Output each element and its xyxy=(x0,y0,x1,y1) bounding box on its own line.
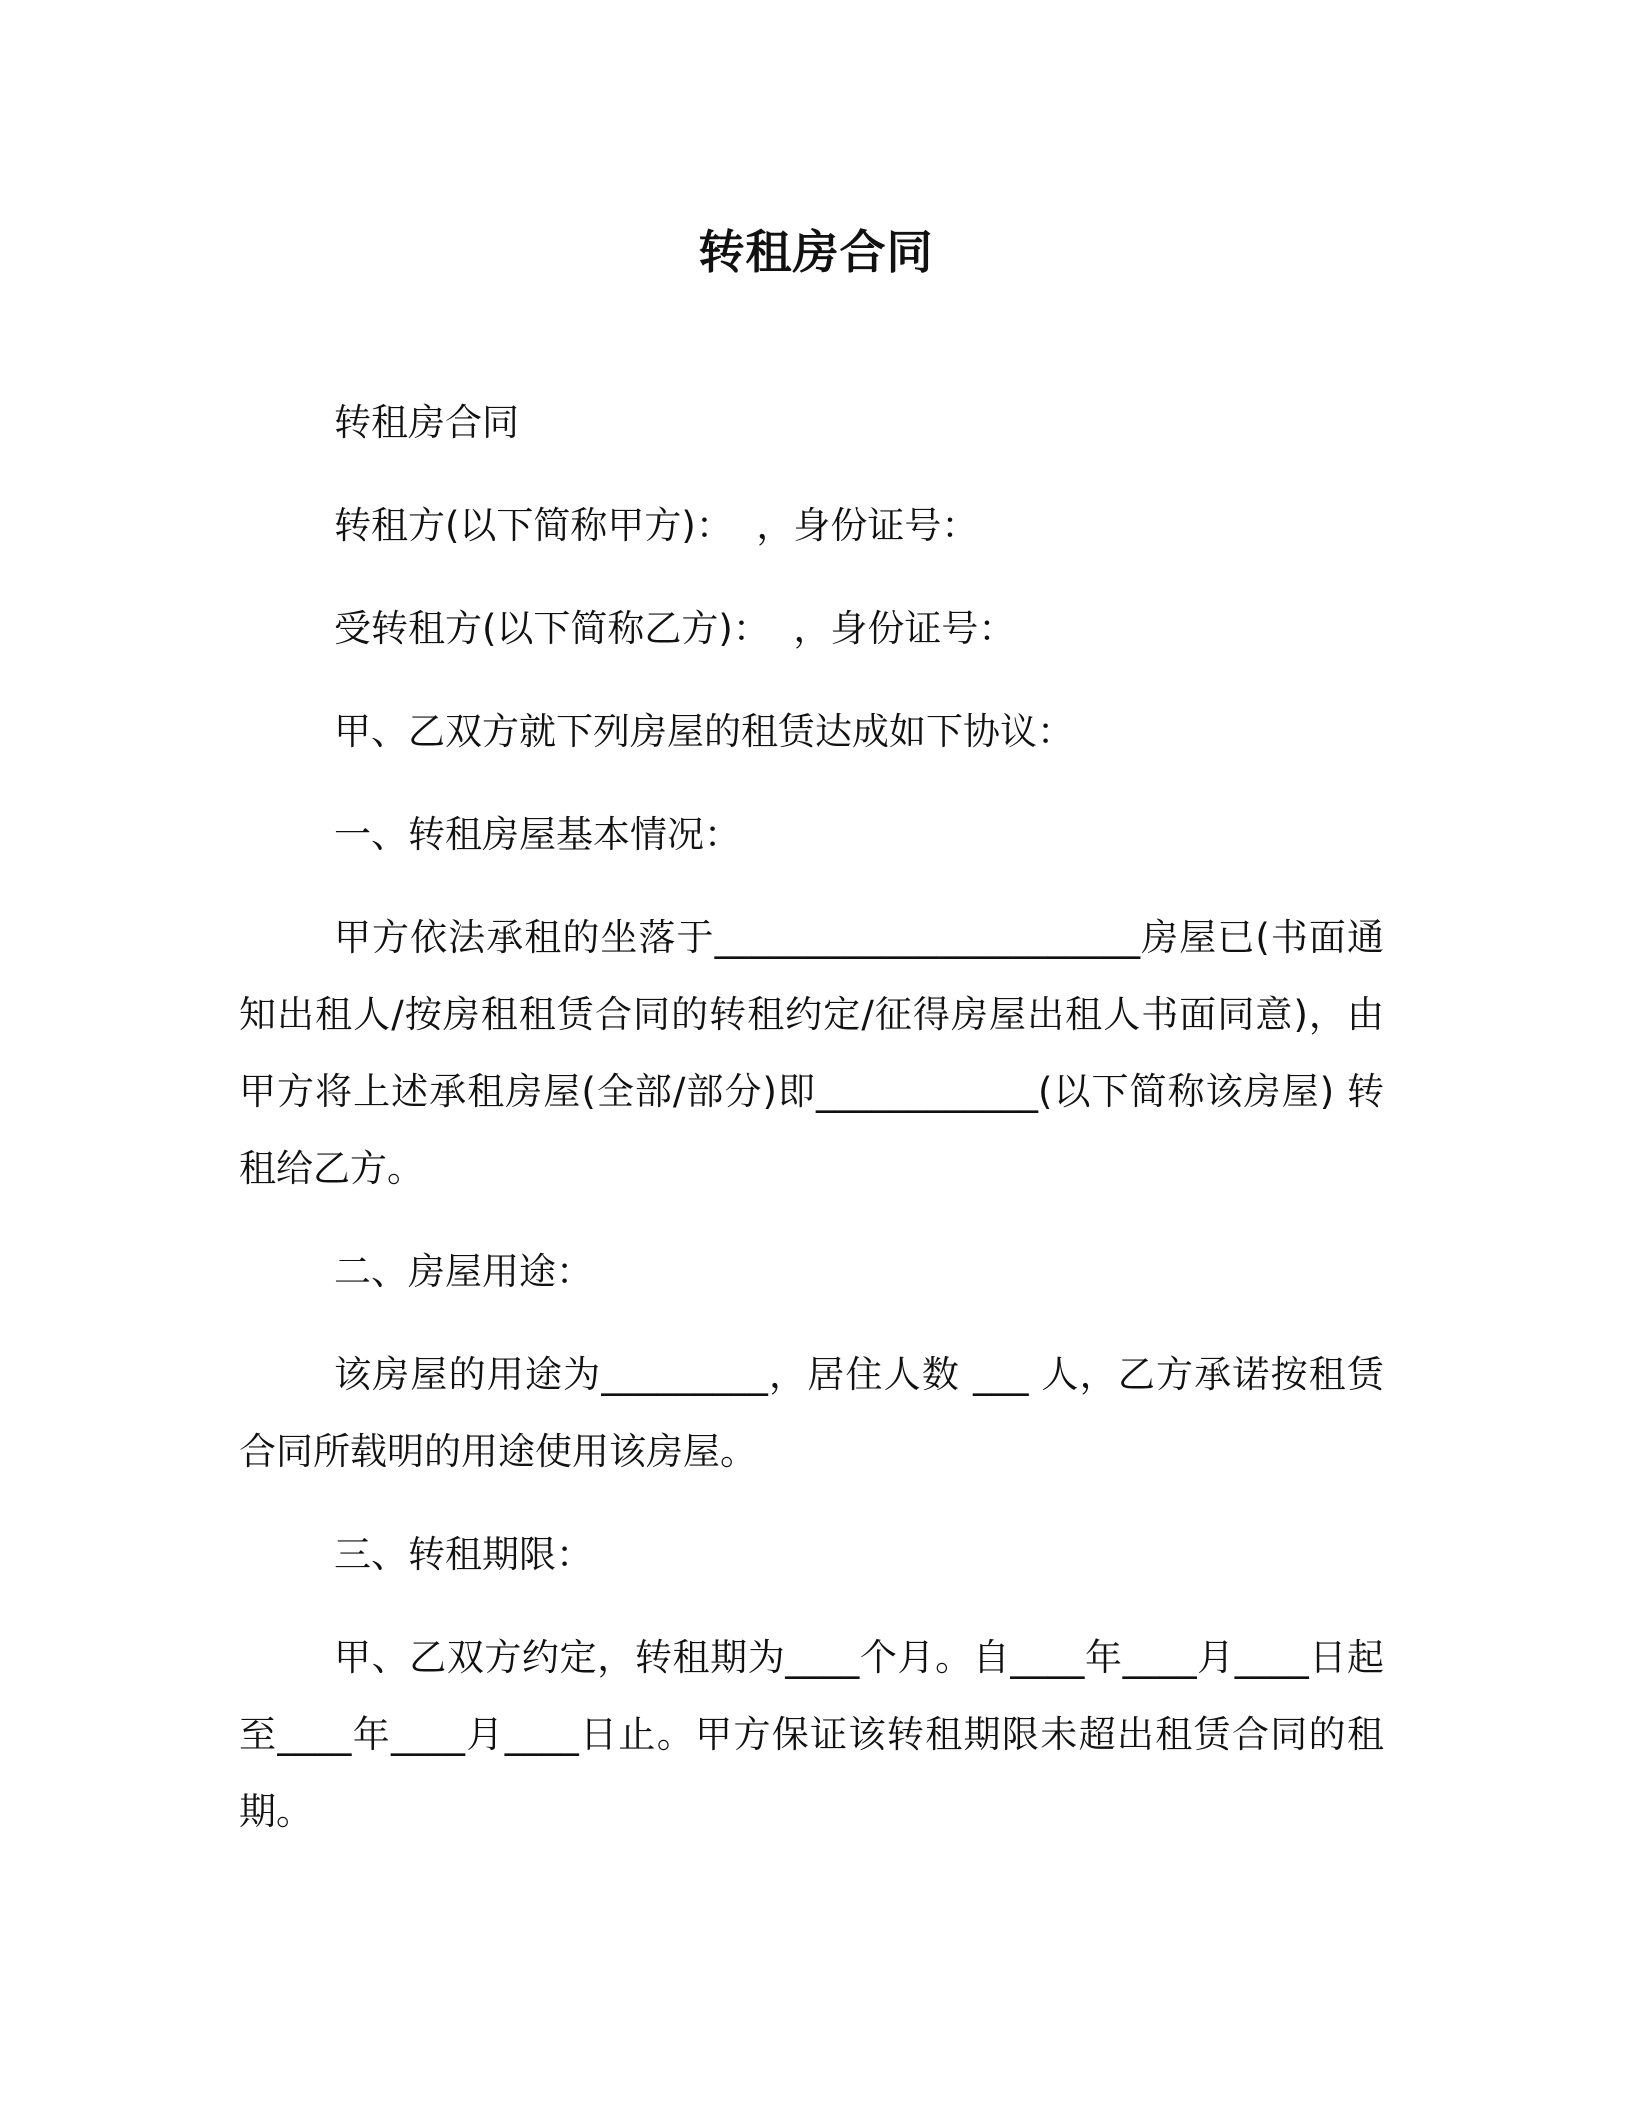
section-heading-1: 一、转租房屋基本情况： xyxy=(334,813,741,856)
paragraph-agreement-intro: 甲、乙双方就下列房屋的租赁达成如下协议： xyxy=(334,710,1074,753)
paragraph-party-a: 转租方(以下简称甲方)： ，身份证号： xyxy=(334,504,979,547)
document-title: 转租房合同 xyxy=(698,225,934,279)
section-heading-2: 二、房屋用途： xyxy=(334,1250,593,1293)
paragraph-heading: 转租房合同 xyxy=(334,401,519,444)
document-body xyxy=(239,384,1384,1850)
paragraph-party-b: 受转租方(以下简称乙方)： ，身份证号： xyxy=(334,607,1016,650)
paragraph-property-details: 甲方依法承租的坐落于_______________________房屋已(书面通知出租人/按房租租赁合同的转租约定/征得房屋出租人书面同意)，由甲方将上述承租房屋(全部/部分)即____________(以下简称该房屋) 转租给乙方。 xyxy=(239,916,1384,1190)
paragraph-term: 甲、乙双方约定，转租期为____个月。自____年____月____日起至____年____月____日止。甲方保证该转租期限未超出租赁合同的租期。 xyxy=(239,1636,1384,1833)
section-heading-3: 三、转租期限： xyxy=(334,1533,593,1576)
paragraph-usage: 该房屋的用途为_________，居住人数 ___ 人，乙方承诺按租赁合同所载明的用途使用该房屋。 xyxy=(239,1353,1384,1473)
